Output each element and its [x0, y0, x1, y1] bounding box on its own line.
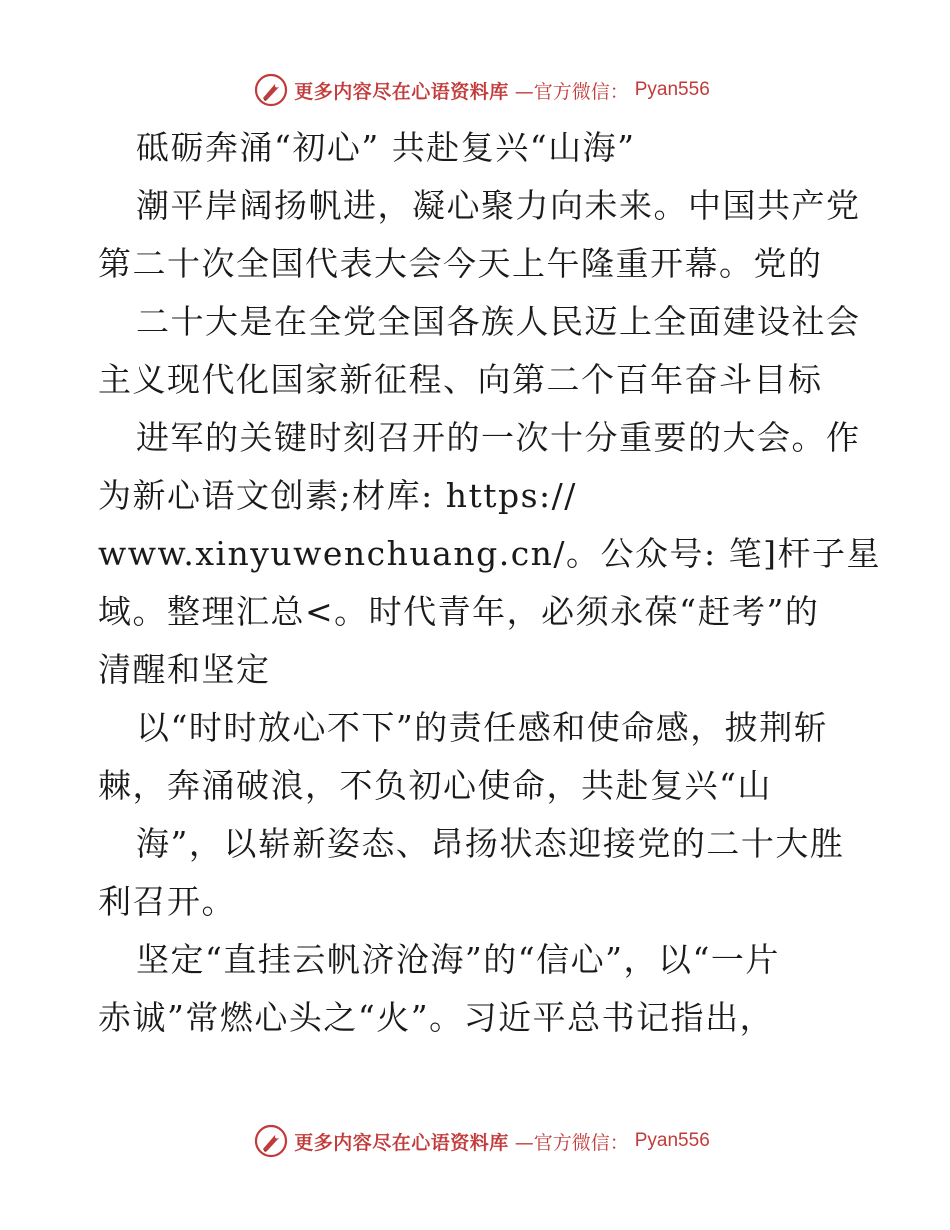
header-banner-text: 更多内容尽在心语资料库: [294, 80, 509, 103]
text-line: 利召开。: [98, 882, 236, 921]
footer-banner-account: Pyan556: [634, 1130, 710, 1151]
header-banner-account: Pyan556: [634, 79, 710, 100]
text-line: 主义现代化国家新征程、向第二个百年奋斗目标: [98, 360, 823, 399]
text-line: 赤诚”常燃心头之“火”。习近平总书记指出，: [98, 998, 775, 1037]
text-line: 棘，奔涌破浪，不负初心使命，共赴复兴“山: [98, 766, 772, 805]
footer-banner: [0, 1121, 950, 1161]
text-line: 二十大是在全党全国各族人民迈上全面建设社会: [136, 302, 861, 341]
header-banner: [0, 70, 950, 110]
header-banner-separator: —官方微信：: [514, 80, 629, 103]
footer-banner-separator: —官方微信：: [514, 1131, 629, 1154]
text-line: 海”，以崭新姿态、昂扬状态迎接党的二十大胜: [136, 824, 845, 863]
document-title: 砥砺奔涌“初心” 共赴复兴“山海”: [136, 128, 636, 167]
pen-logo-icon: [254, 1124, 288, 1158]
text-line: 以“时时放心不下”的责任感和使命感，披荆斩: [136, 708, 829, 747]
text-line: 第二十次全国代表大会今天上午隆重开幕。党的: [98, 244, 823, 283]
text-line: www.xinyuwenchuang.cn/。公众号: 笔]杆子星: [98, 534, 882, 573]
pen-logo-icon: [254, 73, 288, 107]
text-line: 进军的关键时刻召开的一次十分重要的大会。作: [136, 418, 861, 457]
header-banner-content: [254, 73, 710, 107]
footer-banner-content: [254, 1124, 710, 1158]
text-line: 为新心语文创素;材库: https://: [98, 476, 577, 515]
footer-banner-text: 更多内容尽在心语资料库: [294, 1131, 509, 1154]
text-line: 坚定“直挂云帆济沧海”的“信心”，以“一片: [136, 940, 780, 979]
text-line: 潮平岸阔扬帆进，凝心聚力向未来。中国共产党: [136, 186, 861, 225]
text-line: 域。整理汇总<。时代青年，必须永葆“赶考”的: [98, 592, 820, 631]
text-line: 清醒和坚定: [98, 650, 271, 689]
